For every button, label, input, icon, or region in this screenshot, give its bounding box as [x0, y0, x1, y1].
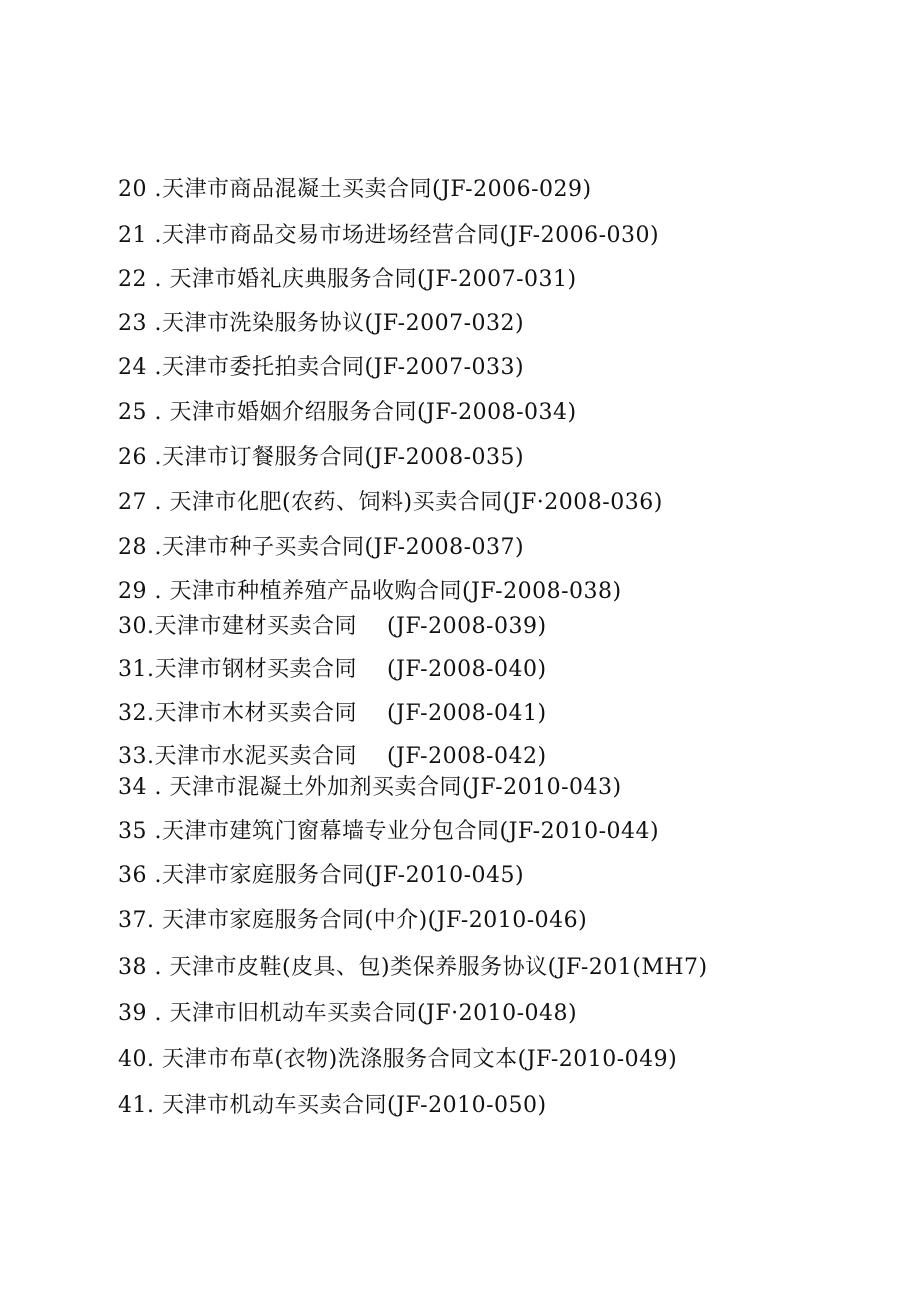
- list-item: 32.天津市木材买卖合同 (JF-2008-041): [118, 701, 547, 726]
- list-item: 21 .天津市商品交易市场进场经营合同(JF-2006-030): [118, 223, 660, 248]
- list-item: 38 . 天津市皮鞋(皮具、包)类保养服务协议(JF-201(MH7): [118, 955, 708, 980]
- list-item: 29 . 天津市种植养殖产品收购合同(JF-2008-038): [118, 579, 622, 604]
- list-item: 31.天津市钢材买卖合同 (JF-2008-040): [118, 657, 547, 682]
- list-item: 34 . 天津市混凝土外加剂买卖合同(JF-2010-043): [118, 775, 622, 800]
- list-item: 26 .天津市订餐服务合同(JF-2008-035): [118, 445, 525, 470]
- list-item: 33.天津市水泥买卖合同 (JF-2008-042): [118, 744, 547, 769]
- list-item: 40. 天津市布草(衣物)洗涤服务合同文本(JF-2010-049): [118, 1047, 678, 1072]
- list-item: 20 .天津市商品混凝土买卖合同(JF-2006-029): [118, 177, 592, 202]
- list-item: 22 . 天津市婚礼庆典服务合同(JF-2007-031): [118, 267, 577, 292]
- list-item: 36 .天津市家庭服务合同(JF-2010-045): [118, 863, 525, 888]
- list-item: 27 . 天津市化肥(农药、饲料)买卖合同(JF·2008-036): [118, 490, 663, 515]
- list-item: 23 .天津市洗染服务协议(JF-2007-032): [118, 311, 525, 336]
- list-item: 37. 天津市家庭服务合同(中介)(JF-2010-046): [118, 908, 588, 933]
- list-item: 28 .天津市种子买卖合同(JF-2008-037): [118, 535, 525, 560]
- list-item: 41. 天津市机动车买卖合同(JF-2010-050): [118, 1093, 547, 1118]
- list-item: 39 . 天津市旧机动车买卖合同(JF·2010-048): [118, 1001, 578, 1026]
- list-item: 35 .天津市建筑门窗幕墙专业分包合同(JF-2010-044): [118, 819, 660, 844]
- list-item: 25 . 天津市婚姻介绍服务合同(JF-2008-034): [118, 400, 577, 425]
- list-item: 24 .天津市委托拍卖合同(JF-2007-033): [118, 355, 525, 380]
- list-item: 30.天津市建材买卖合同 (JF-2008-039): [118, 614, 547, 639]
